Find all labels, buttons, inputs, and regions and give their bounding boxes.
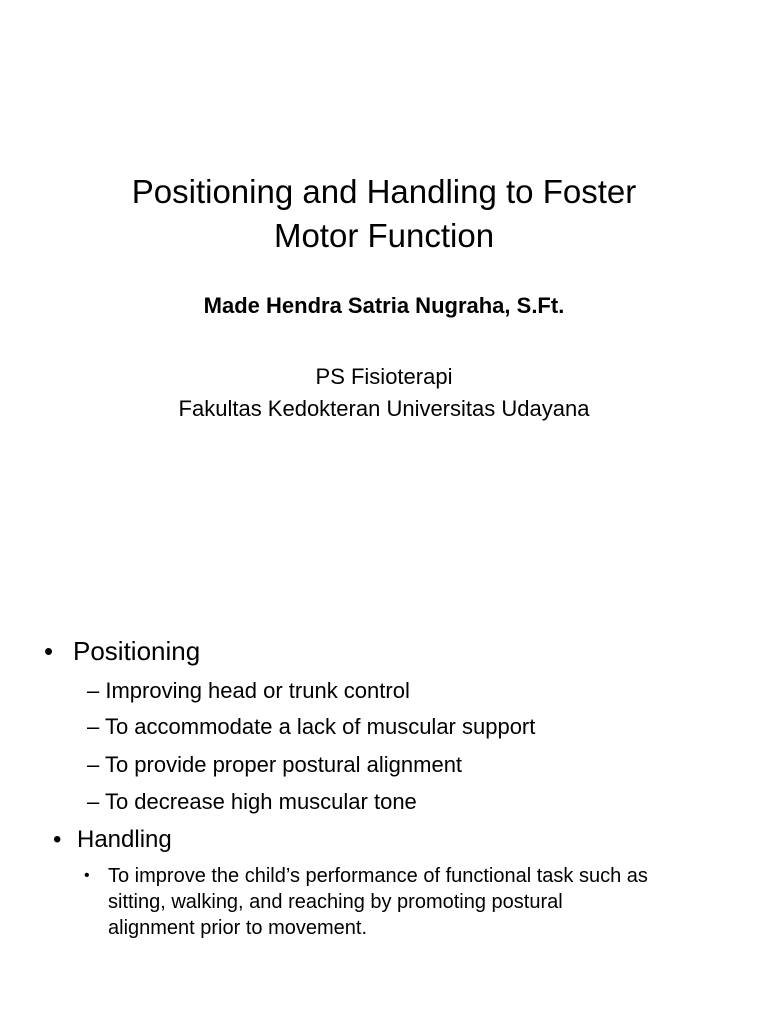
bullet-handling (53, 823, 172, 857)
content-slide (0, 512, 768, 1024)
affiliation (0, 361, 768, 425)
title-line-2: Motor Function (273, 217, 495, 254)
bullet-label-positioning: Positioning (73, 636, 201, 666)
handling-detail (84, 863, 748, 941)
sub-bullet-item: – To provide proper postural alignment (87, 752, 463, 777)
sub-bullet-item: – Improving head or trunk control (87, 678, 410, 703)
title-line-1: Positioning and Handling to Foster (131, 173, 637, 210)
bullet-positioning (44, 634, 201, 668)
presentation-title (0, 170, 768, 258)
handling-detail-line-2: sitting, walking, and reaching by promoting postural (108, 891, 563, 913)
sub-bullet-item: – To accommodate a lack of muscular support (87, 714, 536, 739)
bullet-label-handling: Handling (77, 826, 172, 853)
affiliation-line-2: Fakultas Kedokteran Universitas Udayana (178, 396, 590, 421)
sub-bullet-item: – To decrease high muscular tone (87, 789, 417, 814)
bullet-dot: • (84, 867, 90, 884)
handling-detail-line-3: alignment prior to movement. (108, 917, 368, 939)
author-name: Made Hendra Satria Nugraha, S.Ft. (203, 293, 565, 318)
affiliation-line-1: PS Fisioterapi (315, 364, 453, 389)
bullet-dot: • (44, 636, 54, 666)
handling-detail-line-1: To improve the child’s performance of functional task such as (108, 865, 648, 887)
bullet-dot: • (53, 826, 62, 853)
